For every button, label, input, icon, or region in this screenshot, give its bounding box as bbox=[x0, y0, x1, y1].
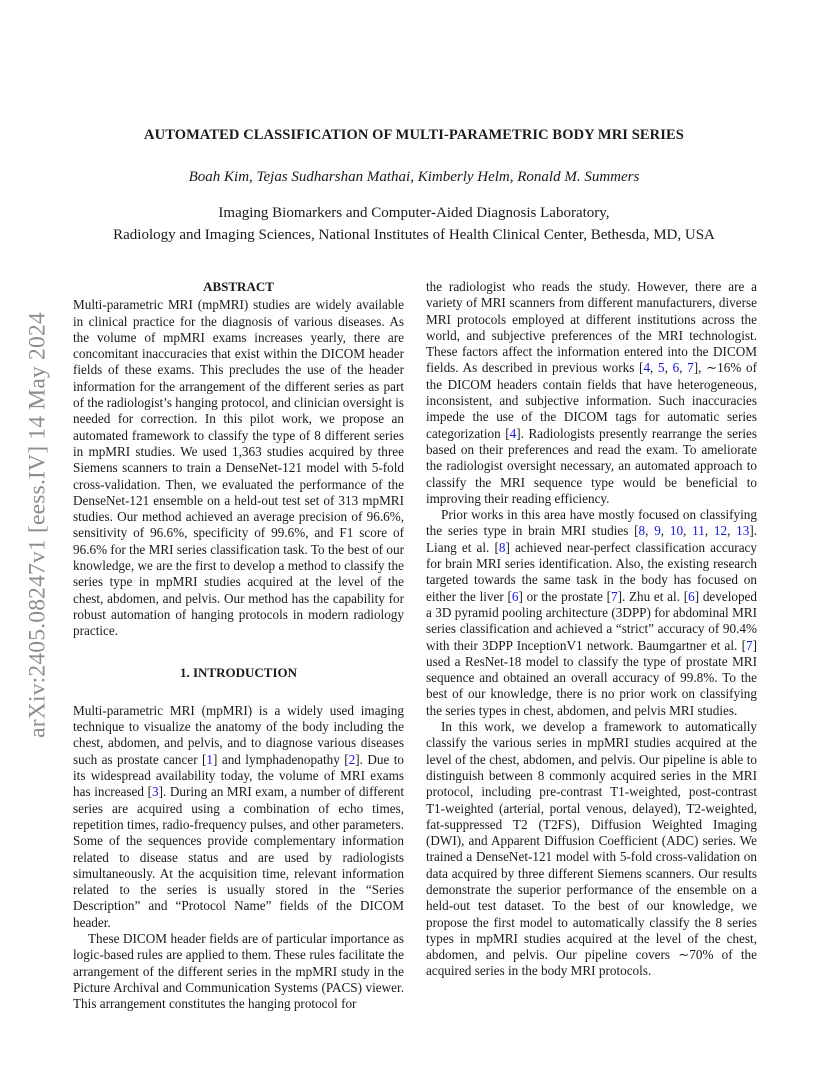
text-span: the radiologist who reads the study. However, there are a variety of MRI scanners from different manufacturers, diverse MRI protocols employed at different institutions across the world, and subjective preferences of the MRI technologist. These factors affect the information entered into the DICOM fields. As described in previous works [ bbox=[426, 279, 757, 376]
text-span: ]. Zhu et al. [ bbox=[617, 588, 689, 604]
citation-link[interactable]: 8 bbox=[498, 539, 506, 555]
citation-link[interactable]: 9 bbox=[654, 523, 661, 539]
citation-link[interactable]: 3 bbox=[151, 784, 159, 800]
citation-link[interactable]: 8 bbox=[638, 523, 646, 539]
citation-link[interactable]: 13 bbox=[736, 523, 750, 539]
citation-link[interactable]: 4 bbox=[509, 425, 517, 441]
intro-paragraph-3 bbox=[426, 279, 757, 507]
citation-link[interactable]: 7 bbox=[687, 360, 694, 376]
text-span: , bbox=[679, 360, 688, 376]
citation-link[interactable]: 12 bbox=[713, 523, 728, 539]
text-span: ]. During an MRI exam, a number of different series are acquired using a combination of echo times, repetition times, radio-frequency pulses, and other parameters. Some of the sequences provide complementary information related to disease status and are used by radiologists simultaneously. At the acquisition time, relevant information related to the series is usually stored in the “Series Description” and “Protocol Name” fields of the DICOM header. bbox=[73, 784, 404, 930]
affiliation-line-2: Radiology and Imaging Sciences, National Institutes of Health Clinical Center, Bethesda, MD, USA bbox=[113, 226, 715, 243]
text-span: , bbox=[664, 360, 673, 376]
intro-paragraph-1 bbox=[73, 703, 404, 931]
citation-link[interactable]: 1 bbox=[206, 751, 214, 767]
text-span: , bbox=[704, 523, 714, 539]
text-span: , bbox=[650, 360, 659, 376]
right-column bbox=[426, 279, 757, 980]
affiliation bbox=[0, 203, 828, 246]
author-list: Boah Kim, Tejas Sudharshan Mathai, Kimberly Helm, Ronald M. Summers bbox=[188, 169, 640, 185]
text-span: , bbox=[660, 523, 670, 539]
left-column bbox=[73, 279, 404, 1012]
text-span: ] developed a 3D pyramid pooling architecture (3DPP) for abdominal MRI series classification and achieved a “strict” accuracy of 90.4% with their 3DPP InceptionV1 network. Baumgartner et al. [ bbox=[426, 588, 758, 653]
text-span: ]. Liang et al. [ bbox=[426, 523, 758, 555]
text-span: ], ∼16% of the DICOM headers contain fields that have heterogeneous, inconsistent, and subjective information. Such inaccuracies impede the use of the DICOM tags for automatic series categorization [ bbox=[426, 360, 758, 441]
affiliation-line-1: Imaging Biomarkers and Computer-Aided Diagnosis Laboratory, bbox=[218, 205, 610, 221]
introduction-heading: 1. INTRODUCTION bbox=[179, 664, 297, 680]
text-span: ] achieved near-perfect classification accuracy for brain MRI series identification. Also, the existing research targeted towards the same task in the body has focused on either the liver [ bbox=[426, 539, 758, 604]
text-span: ] and lymphadenopathy [ bbox=[213, 751, 349, 767]
citation-link[interactable]: 6 bbox=[511, 588, 519, 604]
citation-link[interactable]: 6 bbox=[688, 588, 695, 604]
arxiv-identifier bbox=[26, 278, 50, 772]
text-span: , bbox=[645, 523, 655, 539]
citation-link[interactable]: 7 bbox=[746, 637, 753, 653]
citation-link[interactable]: 7 bbox=[610, 588, 618, 604]
text-span: , bbox=[683, 523, 693, 539]
text-span: Multi-parametric MRI (mpMRI) is a widely used imaging technique to visualize the anatomy of the body including the chest, abdomen, and pelvis, and to diagnose various diseases such as prostate cancer [ bbox=[73, 702, 404, 767]
intro-paragraph-5: In this work, we develop a framework to automatically classify the various series in mpMRI studies acquired at the level of the chest, abdomen, and pelvis. Our pipeline is able to distinguish between 8 commonly acquired series in the MRI protocol, including pre-contrast T1-weighted, post-contrast T1-weighted (arterial, portal venous, delayed), T2-weighted, fat-suppressed T2 (T2FS), Diffusion Weighted Imaging (DWI), and Apparent Diffusion Coefficient (ADC) series. We trained a DenseNet-121 model with 5-fold cross-validation on data acquired by three different Siemens scanners. Our results demonstrate the superior performance of the ensemble on a held-out test dataset. To the best of our knowledge, we propose the first model to automatically classify the 8 series types in mpMRI studies acquired at the level of the chest, abdomen, and pelvis. Our pipeline covers ∼70% of the acquired series in the body MRI protocols. bbox=[426, 719, 757, 979]
abstract-paragraph: Multi-parametric MRI (mpMRI) studies are widely available in clinical practice for the diagnosis of various diseases. As the volume of mpMRI exams increases yearly, there are concomitant inaccuracies that exist within the DICOM header fields of these exams. This precludes the use of the header information for the arrangement of the different series as part of the radiologist’s hanging protocol, and clinician oversight is needed for correction. In this pilot work, we propose an automated framework to classify the type of 8 different series in mpMRI studies. We used 1,363 studies acquired by three Siemens scanners to train a DenseNet-121 model with 5-fold cross-validation. Then, we evaluated the performance of the DenseNet-121 ensemble on a held-out test set of 313 mpMRI studies. Our method achieved an average precision of 96.6%, sensitivity of 96.6%, specificity of 99.6%, and F1 score of 96.6% for the MRI series classification task. To the best of our knowledge, we are the first to develop a method to classify the series type in mpMRI studies acquired at the level of the chest, abdomen, and pelvis. Our method has the capability for robust automation of hanging protocols in modern radiology practice. bbox=[73, 297, 404, 639]
citation-link[interactable]: 10 bbox=[669, 523, 684, 539]
text-span: ]. Radiologists presently rearrange the series based on their preferences and read the exam. To ameliorate the radiologist oversight necessary, an automated approach to classify the MRI sequence type would be beneficial to improving their reading efficiency. bbox=[426, 425, 757, 506]
abstract-heading: ABSTRACT bbox=[203, 279, 274, 294]
citation-link[interactable]: 2 bbox=[348, 751, 356, 767]
citation-link[interactable]: 4 bbox=[643, 360, 651, 376]
text-span: ]. Due to its widespread availability today, the volume of MRI exams has increased [ bbox=[73, 751, 404, 800]
text-span: ] used a ResNet-18 model to classify the type of prostate MRI sequence and obtained an overall accuracy of 99.8%. To the best of our knowledge, there is no prior work on classifying the series types in chest, abdomen, and pelvis MRI studies. bbox=[426, 637, 757, 718]
citation-link[interactable]: 6 bbox=[672, 360, 680, 376]
paper-title: AUTOMATED CLASSIFICATION OF MULTI-PARAMETRIC BODY MRI SERIES bbox=[144, 127, 684, 143]
text-span: ] or the prostate [ bbox=[518, 588, 611, 604]
text-span: Prior works in this area have mostly focused on classifying the series type in brain MRI studies [ bbox=[426, 507, 757, 539]
intro-paragraph-2: These DICOM header fields are of particular importance as logic-based rules are applied to them. These rules facilitate the arrangement of the different series in the mpMRI study in the Picture Archival and Communication Systems (PACS) viewer. This arrangement constitutes the hanging protocol for bbox=[73, 930, 404, 1012]
arxiv-identifier-text: arXiv:2405.08247v1 [eess.IV] 14 May 2024 bbox=[24, 312, 51, 738]
intro-paragraph-4 bbox=[426, 507, 757, 719]
citation-link[interactable]: 5 bbox=[658, 360, 665, 376]
citation-link[interactable]: 11 bbox=[692, 523, 705, 539]
text-span: , bbox=[727, 523, 737, 539]
